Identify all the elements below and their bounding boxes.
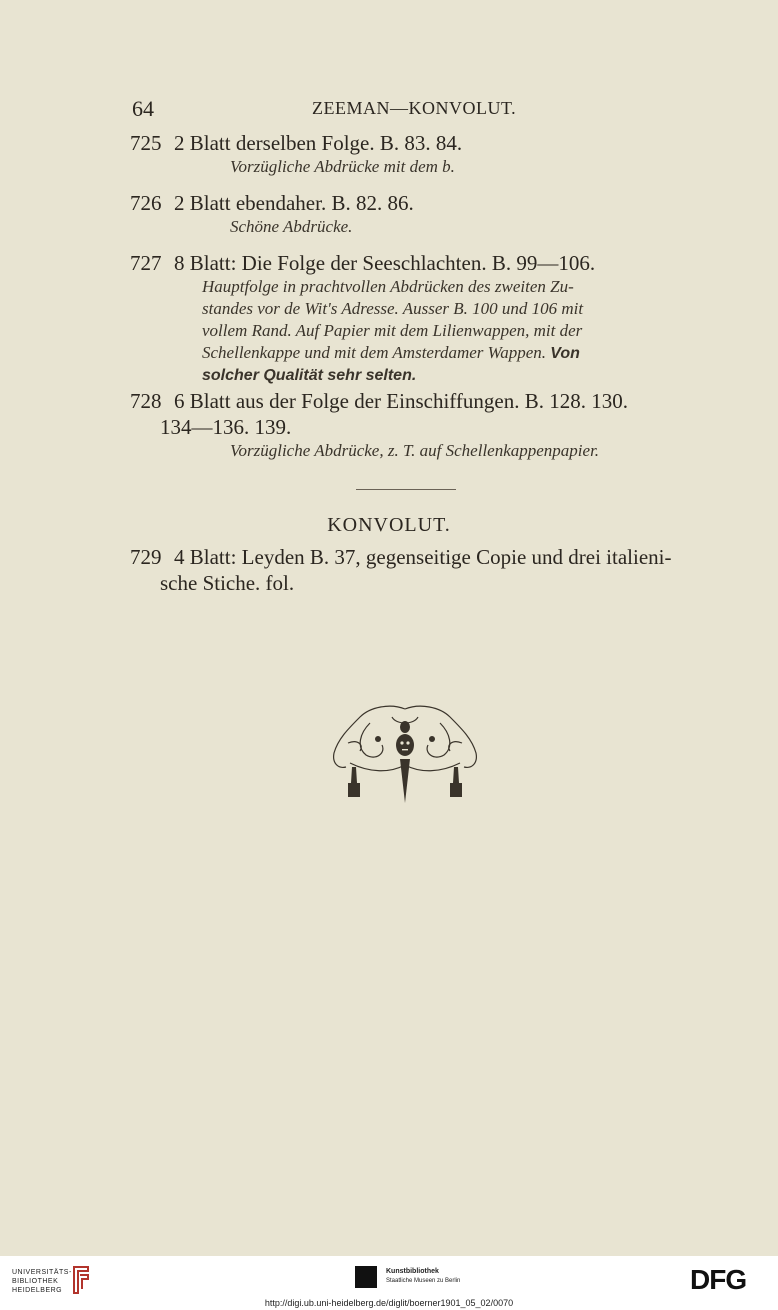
ub-heidelberg-logo-icon: [68, 1265, 94, 1295]
page-number: 64: [132, 96, 154, 121]
ub-line: HEIDELBERG: [12, 1287, 63, 1294]
entry-number: 725: [130, 131, 162, 155]
entry-title: 2 Blatt ebendaher. B. 82. 86.: [174, 191, 414, 215]
running-head: ZEEMAN—KONVOLUT.: [312, 98, 517, 118]
entry-title: 6 Blatt aus der Folge der Einschiffungen. B. 128. 130.: [174, 389, 628, 413]
ub-line: BIBLIOTHEK: [12, 1278, 59, 1285]
permalink-url[interactable]: http://digi.ub.uni-heidelberg.de/diglit/boerner1901_05_02/0070: [264, 1298, 514, 1308]
ub-heidelberg-label: [12, 1268, 72, 1295]
section-title: KONVOLUT.: [327, 514, 451, 536]
catalog-entry: [130, 250, 700, 387]
catalog-entry: [130, 130, 700, 178]
note-line: standes vor de Wit's Adresse. Ausser B. 100 und 106 mit: [202, 299, 584, 318]
catalog-entry: [130, 544, 700, 596]
entry-title: 2 Blatt derselben Folge. B. 83. 84.: [174, 131, 463, 155]
note-bold: solcher Qualität sehr selten.: [202, 367, 417, 384]
dfg-logo: DFG: [690, 1264, 747, 1295]
kunstbibliothek-label: [386, 1267, 460, 1286]
page-header: [132, 96, 542, 120]
catalog-entry: [130, 190, 700, 238]
entry-note: Vorzügliche Abdrücke, z. T. auf Schellenkappenpapier.: [230, 441, 600, 460]
note-line: Schellenkappe und mit dem Amsterdamer Wappen.: [202, 343, 547, 362]
kunstbibliothek-logo-icon: [355, 1266, 377, 1288]
entry-number: 729: [130, 545, 162, 569]
entry-note: Vorzügliche Abdrücke mit dem b.: [230, 157, 455, 176]
catalog-entry: [130, 388, 700, 462]
entry-number: 728: [130, 389, 162, 413]
entry-title: 4 Blatt: Leyden B. 37, gegenseitige Copie und drei italieni-: [174, 545, 672, 569]
note-line: Hauptfolge in prachtvollen Abdrücken des zweiten Zu-: [202, 277, 574, 296]
entry-number: 726: [130, 191, 162, 215]
note-bold: Von: [550, 345, 580, 362]
divider: [356, 489, 456, 490]
entry-note: Schöne Abdrücke.: [230, 217, 353, 236]
ub-line: UNIVERSITÄTS-: [12, 1269, 72, 1276]
entry-title-continued: 134—136. 139.: [160, 415, 292, 439]
entry-title: 8 Blatt: Die Folge der Seeschlachten. B. 99—106.: [174, 251, 596, 275]
entry-note: [130, 276, 697, 387]
ornament-vignette-icon: [330, 703, 480, 807]
entry-number: 727: [130, 251, 162, 275]
entry-title-continued: sche Stiche. fol.: [160, 571, 295, 595]
kb-sub: Staatliche Museen zu Berlin: [386, 1278, 461, 1284]
kb-name: Kunstbibliothek: [386, 1268, 439, 1275]
note-line: vollem Rand. Auf Papier mit dem Lilienwappen, mit der: [202, 321, 583, 340]
footer-bar: [0, 1256, 778, 1310]
